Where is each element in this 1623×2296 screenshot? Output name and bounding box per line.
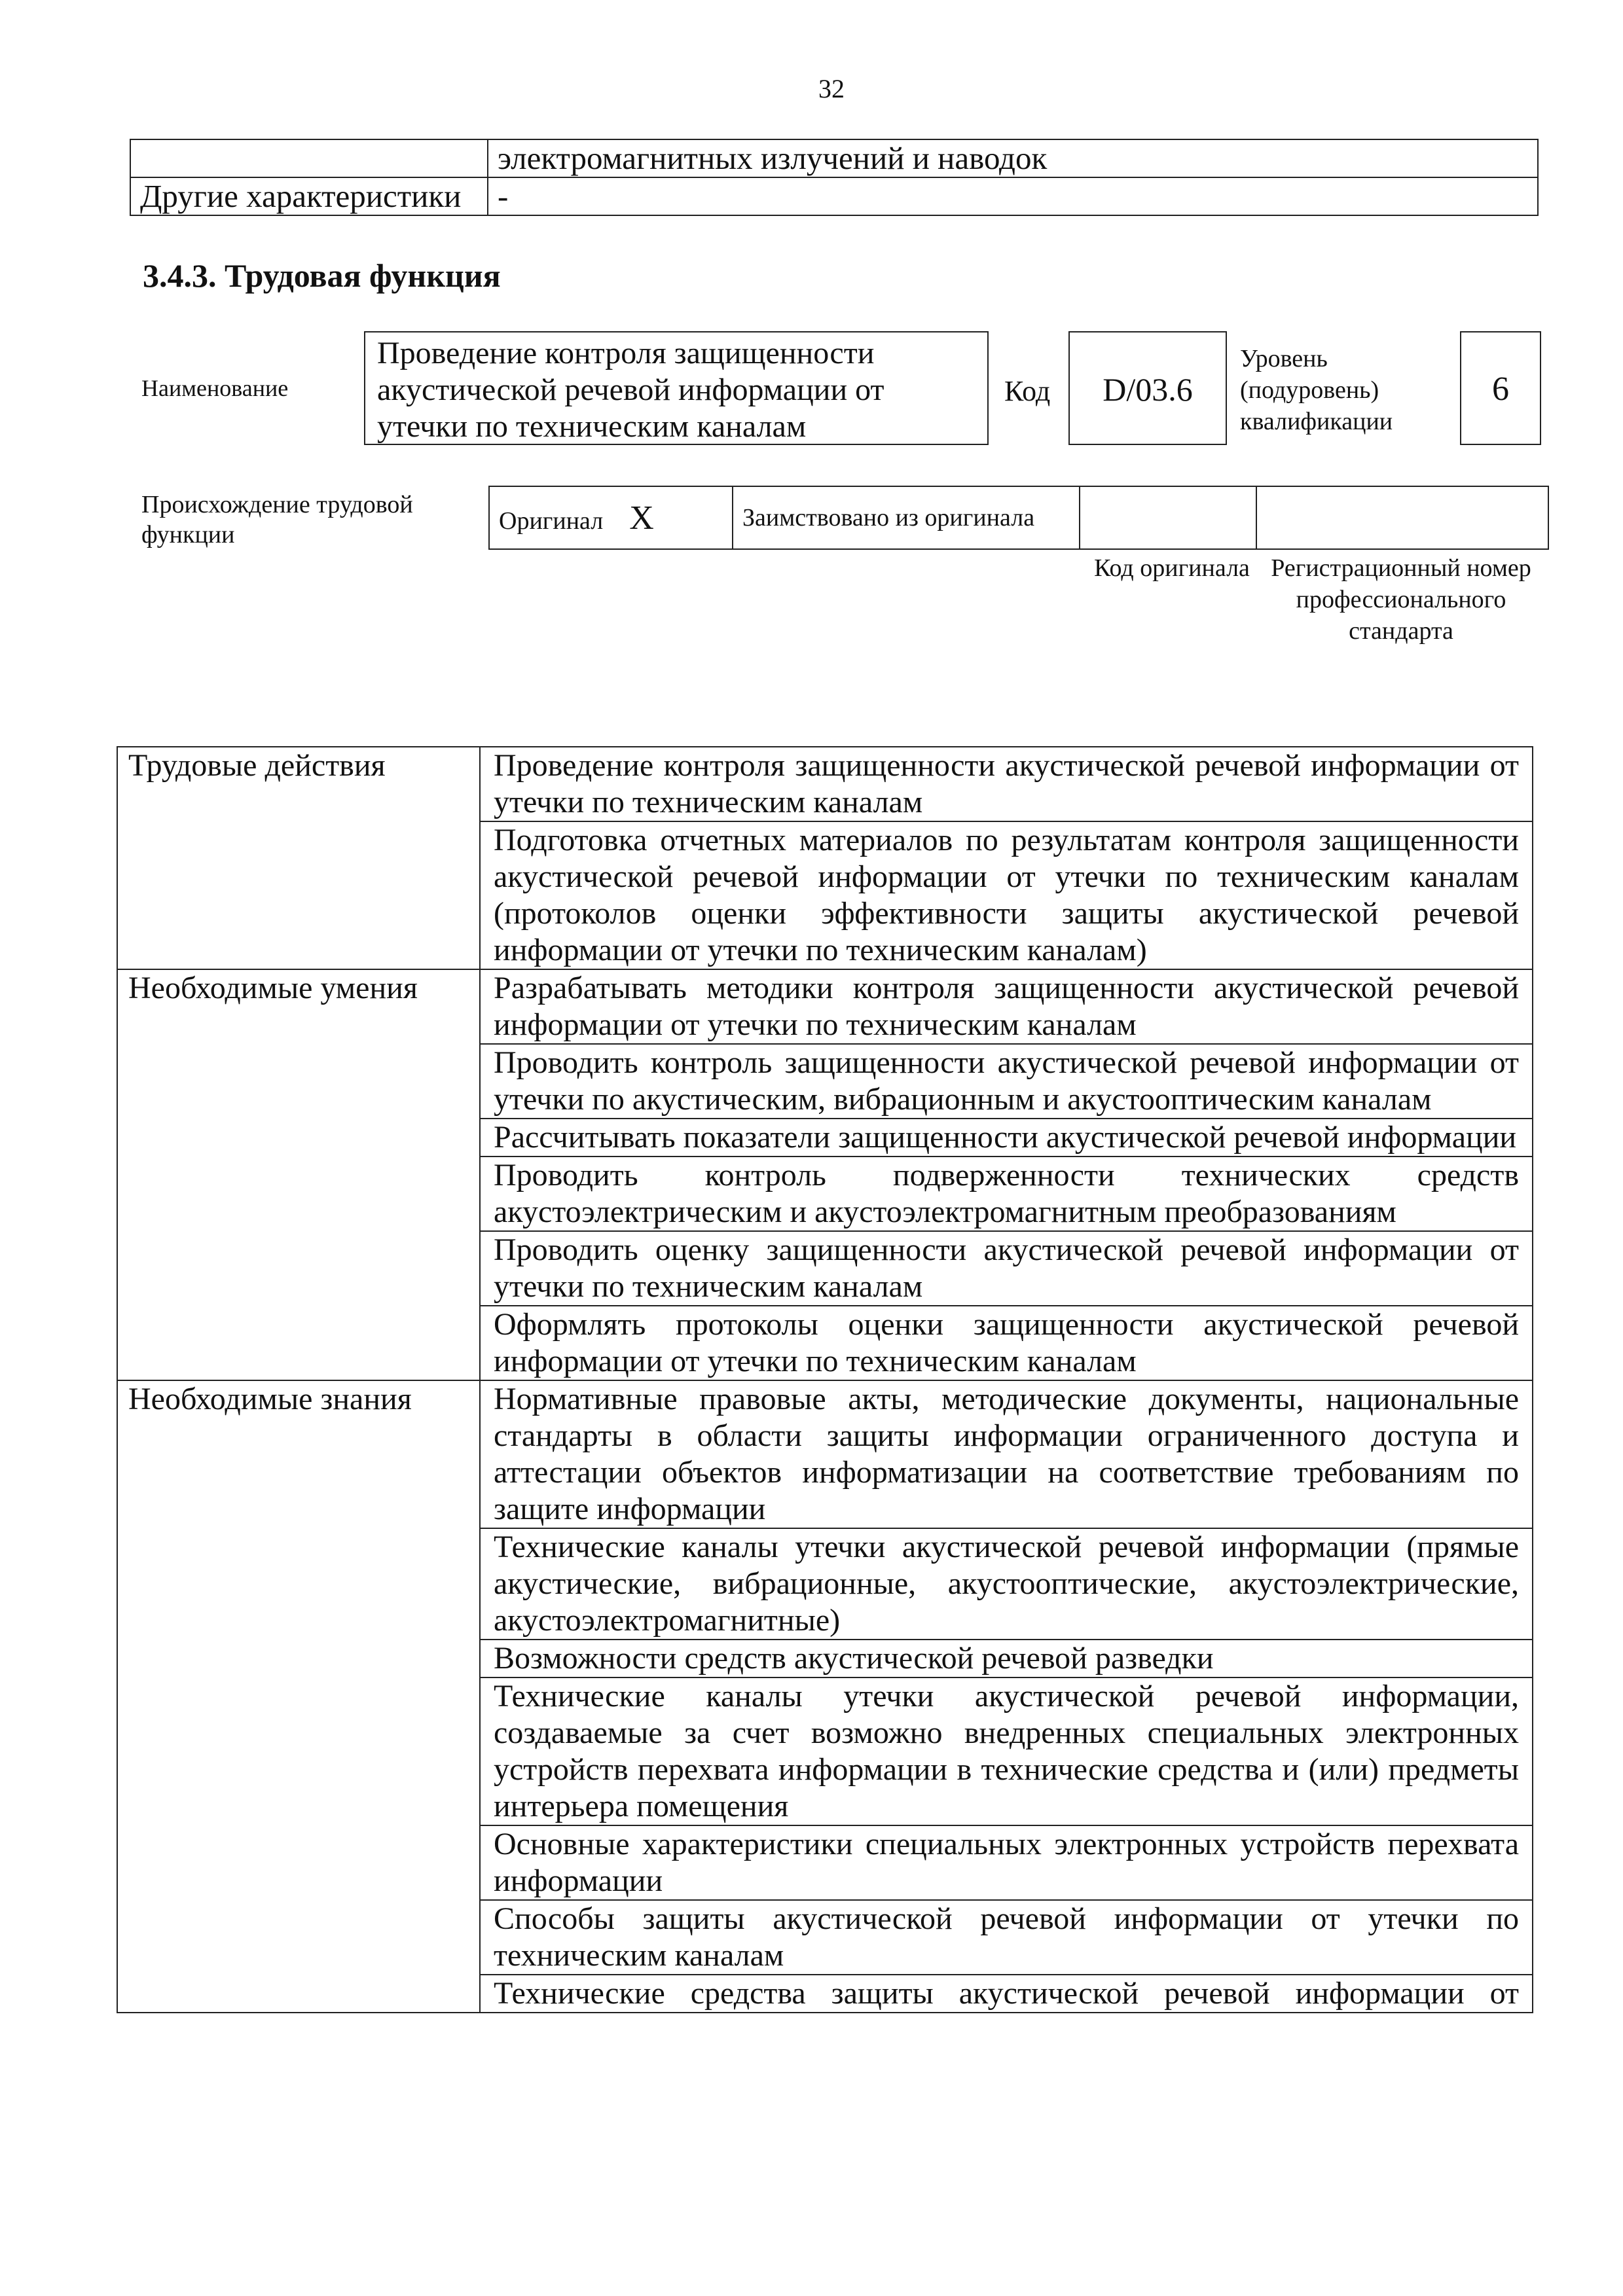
original-cell: [489, 486, 733, 549]
empty-cell: [130, 139, 488, 177]
code-original-cell: [1080, 486, 1256, 549]
category-labor-actions: Трудовые действия: [117, 747, 480, 969]
borrowed-label: Заимствовано из оригинала: [733, 486, 1080, 549]
code-original-caption: Код оригинала: [1094, 554, 1250, 582]
table-row: [117, 747, 1533, 821]
table-cell: Проведение контроля защищенности акустической речевой информации от утечки по техническим каналам: [480, 747, 1533, 821]
page-number: 32: [818, 74, 845, 103]
reg-number-cell: [1256, 486, 1548, 549]
table-row: [117, 969, 1533, 1044]
code-value-box: D/03.6: [1068, 331, 1227, 445]
table-cell: Проводить контроль подверженности технических средств акустоэлектрическим и акустоэлектромагнитным преобразованиям: [480, 1157, 1533, 1231]
other-characteristics-label: Другие характеристики: [130, 177, 488, 215]
table-row: [130, 139, 1538, 177]
table-cell: Разрабатывать методики контроля защищенности акустической речевой информации от утечки по техническим каналам: [480, 969, 1533, 1044]
continued-text: электромагнитных излучений и наводок: [488, 139, 1538, 177]
table-cell: Технические каналы утечки акустической речевой информации (прямые акустические, вибрационные, акустооптические, акустоэлектрические, акустоэлектромагнитные): [480, 1528, 1533, 1640]
table-cell: Технические средства защиты акустической речевой информации от: [480, 1975, 1533, 2013]
table-cell: Технические каналы утечки акустической речевой информации, создаваемые за счет возможно внедренных специальных электронных устройств перехвата информации в технические средства и (или) предметы интерьера помещения: [480, 1677, 1533, 1825]
name-label: Наименование: [141, 375, 289, 401]
reg-number-caption: Регистрационный номер профессионального стандарта: [1271, 554, 1531, 645]
function-details-table: [117, 746, 1533, 2013]
function-name-box: Проведение контроля защищенности акустической речевой информации от утечки по техническим каналам: [364, 331, 989, 445]
section-title: 3.4.3. Трудовая функция: [143, 257, 501, 294]
table-cell: Нормативные правовые акты, методические документы, национальные стандарты в области защиты информации ограниченного доступа и аттестации объектов информатизации на соответствие требованиям по защите информации: [480, 1380, 1533, 1528]
continuation-table: [130, 139, 1539, 216]
level-label: Уровень (подуровень) квалификации: [1240, 345, 1393, 435]
table-row: [117, 1380, 1533, 1528]
table-row: [489, 486, 1548, 549]
table-cell: Способы защиты акустической речевой информации от утечки по техническим каналам: [480, 1900, 1533, 1975]
table-cell: Оформлять протоколы оценки защищенности акустической речевой информации от утечки по техническим каналам: [480, 1306, 1533, 1380]
table-cell: Возможности средств акустической речевой разведки: [480, 1640, 1533, 1677]
other-characteristics-value: -: [488, 177, 1538, 215]
table-cell: Проводить оценку защищенности акустической речевой информации от утечки по техническим каналам: [480, 1231, 1533, 1306]
table-cell: Подготовка отчетных материалов по результатам контроля защищенности акустической речевой информации от утечки по техническим каналам (протоколов оценки эффективности защиты акустической речевой информации от утечки по техническим каналам): [480, 821, 1533, 969]
origin-table: [488, 486, 1549, 550]
origin-label: Происхождение трудовой функции: [141, 491, 413, 548]
category-required-skills: Необходимые умения: [117, 969, 480, 1380]
original-mark: X: [629, 499, 654, 537]
original-label: Оригинал: [499, 507, 604, 535]
table-cell: Проводить контроль защищенности акустической речевой информации от утечки по акустическим, вибрационным и акустооптическим каналам: [480, 1044, 1533, 1119]
category-required-knowledge: Необходимые знания: [117, 1380, 480, 2013]
level-value-box: 6: [1460, 331, 1541, 445]
table-row: [130, 177, 1538, 215]
code-label: Код: [1004, 375, 1051, 407]
table-cell: Рассчитывать показатели защищенности акустической речевой информации: [480, 1119, 1533, 1157]
table-cell: Основные характеристики специальных электронных устройств перехвата информации: [480, 1825, 1533, 1900]
